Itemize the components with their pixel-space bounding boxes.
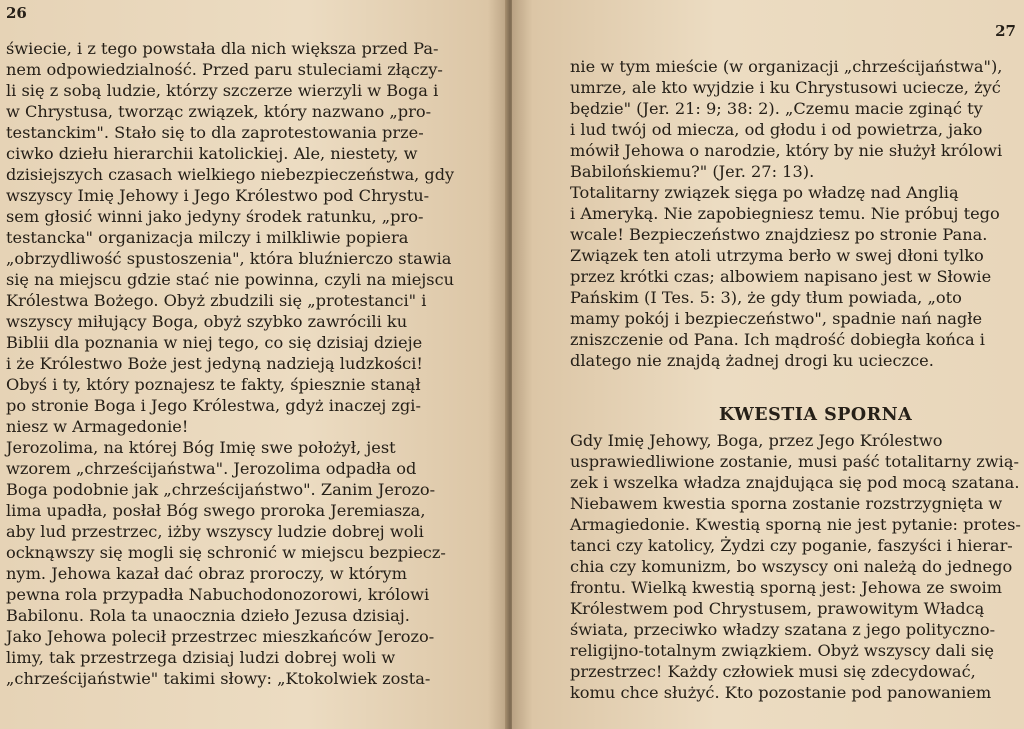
text-line: lima upadła, posłał Bóg swego proroka Jeremiasza,	[6, 501, 426, 520]
text-line: niesz w Armagedonie!	[6, 417, 189, 436]
text-line: wcale! Bezpieczeństwo znajdziesz po stronie Pana.	[570, 225, 988, 244]
text-line: Królestwa Bożego. Obyż zbudzili się „protestanci" i	[6, 291, 427, 310]
text-line: po stronie Boga i Jego Królestwa, gdyż inaczej zgi-	[6, 396, 421, 415]
text-line: Jerozolima, na której Bóg Imię swe położył, jest	[6, 438, 396, 457]
text-line: Totalitarny związek sięga po władzę nad Anglią	[570, 183, 959, 202]
text-line: dlatego nie znajdą żadnej drogi ku ucieczce.	[570, 351, 934, 370]
text-line: limy, tak przestrzega dzisiaj ludzi dobrej woli w	[6, 648, 396, 667]
text-line: ocknąwszy się mogli się schronić w miejscu bezpiecz-	[6, 543, 446, 562]
text-line: ciwko dziełu hierarchii katolickiej. Ale, niestety, w	[6, 144, 418, 163]
text-line: wszyscy Imię Jehowy i Jego Królestwo pod Chrystu-	[6, 186, 430, 205]
left-page-text	[6, 38, 454, 689]
text-line: frontu. Wielką kwestią sporną jest: Jehowa ze swoim	[570, 578, 1003, 597]
text-line: i lud twój od miecza, od głodu i od powietrza, jako	[570, 120, 983, 139]
text-line: pewna rola przypadła Nabuchodonozorowi, królowi	[6, 585, 430, 604]
right-page-text-bottom	[570, 430, 1024, 703]
text-line: testancka" organizacja milczy i milkliwie popiera	[6, 228, 409, 247]
left-page	[0, 0, 508, 729]
text-line: tanci czy katolicy, Żydzi czy poganie, faszyści i hierar-	[570, 536, 1013, 555]
text-line: Boga podobnie jak „chrześcijaństwo". Zanim Jerozo-	[6, 480, 436, 499]
text-line: usprawiedliwione zostanie, musi paść totalitarny zwią-	[570, 452, 1019, 471]
text-line: wszyscy miłujący Boga, obyż szybko zawrócili ku	[6, 312, 408, 331]
text-line: świecie, i z tego powstała dla nich większa przed Pa-	[6, 39, 439, 58]
text-line: Babilonu. Rola ta unaocznia dzieło Jezusa dzisiaj.	[6, 606, 410, 625]
text-line: Babilońskiemu?" (Jer. 27: 13).	[570, 162, 815, 181]
text-line: będzie" (Jer. 21: 9; 38: 2). „Czemu macie zginąć ty	[570, 99, 983, 118]
text-line: zniszczenie od Pana. Ich mądrość dobiegła końca i	[570, 330, 985, 349]
right-page	[512, 0, 1024, 729]
right-page-text-top	[570, 56, 1024, 371]
text-line: Armagiedonie. Kwestią sporną nie jest pytanie: protes-	[570, 515, 1021, 534]
text-line: nym. Jehowa kazał dać obraz proroczy, w którym	[6, 564, 408, 583]
text-line: Obyś i ty, który poznajesz te fakty, śpiesznie stanął	[6, 375, 421, 394]
text-line: i Ameryką. Nie zapobiegniesz temu. Nie próbuj tego	[570, 204, 1000, 223]
text-line: chia czy komunizm, bo wszyscy oni należą do jednego	[570, 557, 1013, 576]
text-line: mówił Jehowa o narodzie, który by nie służył królowi	[570, 141, 1003, 160]
text-line: w Chrystusa, tworząc związek, który nazwano „pro-	[6, 102, 432, 121]
page-number-left: 26	[6, 4, 27, 22]
section-heading: KWESTIA SPORNA	[719, 405, 913, 425]
text-line: nie w tym mieście (w organizacji „chrześcijaństwa"),	[570, 57, 1003, 76]
text-line: religijno-totalnym związkiem. Obyż wszyscy dali się	[570, 641, 994, 660]
text-line: „obrzydliwość spustoszenia", która bluźnierczo stawia	[6, 249, 452, 268]
text-line: sem głosić winni jako jedyny środek ratunku, „pro-	[6, 207, 424, 226]
text-line: zek i wszelka władza znajdująca się pod mocą szatana.	[570, 473, 1020, 492]
text-line: testanckim". Stało się to dla zaprotestowania prze-	[6, 123, 424, 142]
text-line: przestrzec! Każdy człowiek musi się zdecydować,	[570, 662, 976, 681]
text-line: umrze, ale kto wyjdzie i ku Chrystusowi uciecze, żyć	[570, 78, 1001, 97]
text-line: Jako Jehowa polecił przestrzec mieszkańców Jerozo-	[6, 627, 435, 646]
text-line: wzorem „chrześcijaństwa". Jerozolima odpadła od	[6, 459, 417, 478]
text-line: Związek ten atoli utrzyma berło w swej dłoni tylko	[570, 246, 984, 265]
text-line: Biblii dla poznania w niej tego, co się dzisiaj dzieje	[6, 333, 423, 352]
text-line: Królestwem pod Chrystusem, prawowitym Władcą	[570, 599, 985, 618]
text-line: Pańskim (I Tes. 5: 3), że gdy tłum powiada, „oto	[570, 288, 962, 307]
text-line: Gdy Imię Jehowy, Boga, przez Jego Królestwo	[570, 431, 943, 450]
text-line: mamy pokój i bezpieczeństwo", spadnie nań nagłe	[570, 309, 983, 328]
page-number-right: 27	[995, 22, 1016, 40]
text-line: li się z sobą ludzie, którzy szczerze wierzyli w Boga i	[6, 81, 439, 100]
text-line: Niebawem kwestia sporna zostanie rozstrzygnięta w	[570, 494, 1003, 513]
text-line: świata, przeciwko władzy szatana z jego polityczno-	[570, 620, 996, 639]
text-line: dzisiejszych czasach wielkiego niebezpieczeństwa, gdy	[6, 165, 455, 184]
text-line: przez krótki czas; albowiem napisano jest w Słowie	[570, 267, 992, 286]
text-line: komu chce służyć. Kto pozostanie pod panowaniem	[570, 683, 992, 702]
text-line: się na miejscu gdzie stać nie powinna, czyli na miejscu	[6, 270, 454, 289]
text-line: nem odpowiedzialność. Przed paru stuleciami złączy-	[6, 60, 443, 79]
text-line: aby lud przestrzec, iżby wszyscy ludzie dobrej woli	[6, 522, 424, 541]
text-line: „chrześcijaństwie" takimi słowy: „Ktokolwiek zosta-	[6, 669, 431, 688]
text-line: i że Królestwo Boże jest jedyną nadzieją ludzkości!	[6, 354, 423, 373]
